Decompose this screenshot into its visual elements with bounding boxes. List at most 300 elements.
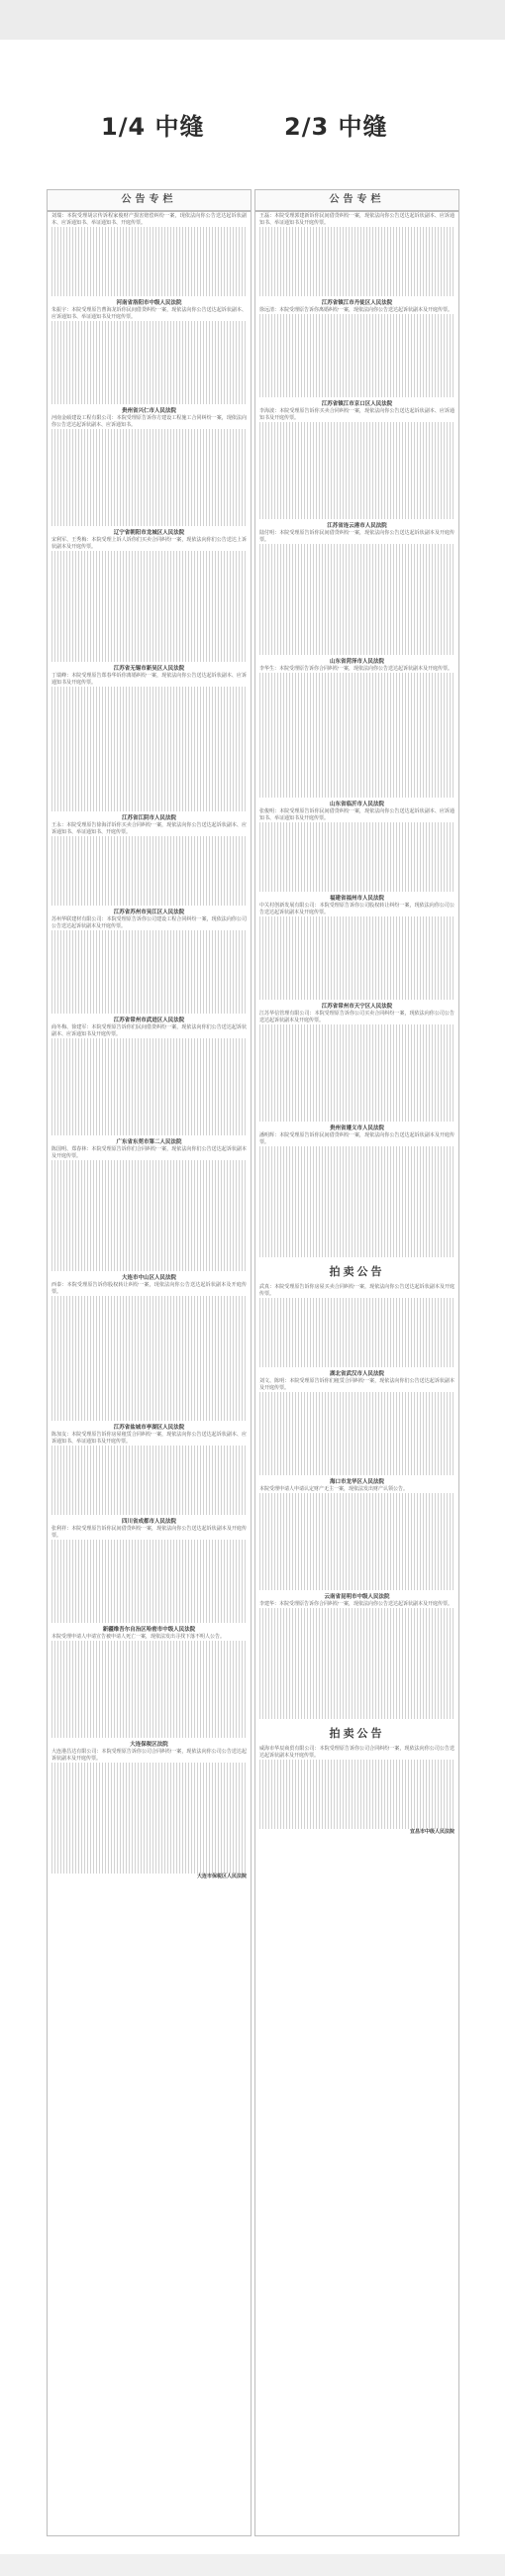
text-line-filler xyxy=(259,965,454,972)
text-line-filler xyxy=(51,1717,247,1724)
text-line-filler xyxy=(51,1007,247,1014)
text-line-filler xyxy=(259,770,454,777)
text-line-filler xyxy=(51,728,247,735)
court-notice xyxy=(255,1477,458,1592)
text-line-filler xyxy=(259,227,454,234)
text-line-filler xyxy=(51,749,247,756)
court-notice xyxy=(255,1369,458,1477)
text-line-filler xyxy=(259,641,454,648)
text-line-filler xyxy=(51,937,247,944)
notice-text: 李建华：本院受理原告诉你合同纠纷一案，现依法向你公告送达起诉状副本及开庭传票。 xyxy=(259,1601,454,1607)
text-line-filler xyxy=(259,1468,454,1475)
text-line-filler xyxy=(51,1839,247,1846)
text-line-filler xyxy=(51,620,247,627)
court-notice xyxy=(255,1745,458,1838)
text-line-filler xyxy=(51,505,247,512)
text-line-filler xyxy=(259,1059,454,1066)
text-line-filler xyxy=(51,1452,247,1459)
text-line-filler xyxy=(51,864,247,871)
notice-text: 宋利军、王秀梅：本院受理上诉人诉你们买卖合同纠纷一案，现依法向你们公告送达上诉状副本及开庭传票。 xyxy=(51,537,247,550)
text-line-filler xyxy=(51,1494,247,1501)
text-line-filler xyxy=(259,335,454,342)
text-line-filler xyxy=(259,484,454,491)
text-line-filler xyxy=(51,1393,247,1400)
court-notice xyxy=(48,528,251,664)
notice-court-name: 海口市龙华区人民法院 xyxy=(329,1479,384,1485)
text-line-filler xyxy=(51,1365,247,1372)
notice-court-name: 新疆维吾尔自治区哈密市中级人民法院 xyxy=(102,1627,196,1633)
text-line-filler xyxy=(51,342,247,349)
text-line-filler xyxy=(51,328,247,335)
text-line-filler xyxy=(51,349,247,356)
text-line-filler xyxy=(259,1427,454,1434)
court-notice xyxy=(48,1137,251,1273)
text-line-filler xyxy=(259,871,454,878)
text-line-filler xyxy=(259,370,454,376)
text-line-filler xyxy=(51,1783,247,1790)
text-line-filler xyxy=(259,289,454,296)
text-line-filler xyxy=(259,1562,454,1569)
text-line-filler xyxy=(51,944,247,951)
text-line-filler xyxy=(259,1528,454,1535)
text-line-filler xyxy=(51,1243,247,1250)
notice-text: 河南金硕建设工程有限公司：本院受理原告诉你方建设工程施工合同纠纷一案，现依法向你公告送达起诉状副本、应诉通知书。 xyxy=(51,415,247,428)
text-line-filler xyxy=(259,829,454,836)
text-line-filler xyxy=(51,1073,247,1080)
notice-list-right-2 xyxy=(255,1283,458,1721)
text-line-filler xyxy=(51,1682,247,1689)
text-line-filler xyxy=(51,1595,247,1602)
court-notice xyxy=(255,657,458,800)
text-line-filler xyxy=(259,1406,454,1413)
text-line-filler xyxy=(51,958,247,965)
notice-text: 本院受理申请人申请宣告被申请人死亡一案，现依法发出寻找下落不明人公告。 xyxy=(51,1634,226,1640)
text-line-filler xyxy=(259,1493,454,1500)
text-line-filler xyxy=(259,328,454,335)
text-line-filler xyxy=(259,1767,454,1773)
text-line-filler xyxy=(259,586,454,592)
text-line-filler xyxy=(259,958,454,965)
fold-label-right: 2/3 中缝 xyxy=(284,113,388,141)
notice-court-name: 江苏省镇江市京口区人民法院 xyxy=(321,401,393,407)
text-line-filler xyxy=(259,1031,454,1038)
notice-text: 潘明辉：本院受理原告诉你民间借贷纠纷一案，现依法向你公告送达起诉状副本及开庭传票。 xyxy=(259,1132,454,1145)
notice-court-name: 大连市中山区人民法院 xyxy=(121,1275,176,1281)
text-line-filler xyxy=(259,1583,454,1590)
text-line-filler xyxy=(51,255,247,262)
notice-list-left xyxy=(48,212,251,1882)
text-line-filler xyxy=(51,1407,247,1414)
text-line-filler xyxy=(51,1770,247,1776)
notice-court-name: 辽宁省朝阳市龙城区人民法院 xyxy=(113,530,185,536)
text-line-filler xyxy=(259,1454,454,1461)
text-line-filler xyxy=(259,1045,454,1052)
text-line-filler xyxy=(259,498,454,505)
text-line-filler xyxy=(51,700,247,707)
text-line-filler xyxy=(259,275,454,282)
text-line-filler xyxy=(259,1622,454,1629)
text-line-filler xyxy=(259,363,454,370)
text-line-filler xyxy=(51,1317,247,1324)
text-line-filler xyxy=(51,951,247,958)
text-line-filler xyxy=(259,1615,454,1622)
text-line-filler xyxy=(51,1209,247,1216)
text-line-filler xyxy=(51,1236,247,1243)
text-line-filler xyxy=(51,1832,247,1839)
text-line-filler xyxy=(51,1331,247,1338)
text-line-filler xyxy=(51,1703,247,1710)
text-line-filler xyxy=(259,1153,454,1160)
text-line-filler xyxy=(51,450,247,457)
text-line-filler xyxy=(259,673,454,680)
notice-court-name: 江苏省盐城市亭湖区人民法院 xyxy=(113,1425,185,1431)
text-line-filler xyxy=(259,234,454,241)
text-line-filler xyxy=(51,558,247,565)
text-line-filler xyxy=(259,1108,454,1115)
text-line-filler xyxy=(259,1250,454,1257)
column-header-left: 公告专栏 xyxy=(48,190,251,212)
text-line-filler xyxy=(259,544,454,551)
text-line-filler xyxy=(51,1188,247,1195)
notice-text: 本院受理申请人申请认定财产无主一案，现依法发出财产认领公告。 xyxy=(259,1486,409,1492)
text-line-filler xyxy=(51,986,247,993)
text-line-filler xyxy=(259,349,454,356)
text-line-filler xyxy=(51,282,247,289)
text-line-filler xyxy=(51,321,247,328)
text-line-filler xyxy=(259,314,454,321)
text-line-filler xyxy=(51,572,247,579)
text-line-filler xyxy=(51,1689,247,1696)
text-line-filler xyxy=(259,634,454,641)
notice-court-name: 河南省洛阳市中级人民法院 xyxy=(116,300,182,306)
text-line-filler xyxy=(51,289,247,296)
text-line-filler xyxy=(51,1696,247,1703)
court-notice xyxy=(48,212,251,298)
text-line-filler xyxy=(51,972,247,979)
notice-text: 李海波：本院受理原告诉你买卖合同纠纷一案，现依法向你公告送达起诉状副本、应诉通知书及开庭传票。 xyxy=(259,408,454,421)
text-line-filler xyxy=(51,1087,247,1094)
text-line-filler xyxy=(259,742,454,749)
notice-court-name: 云南省昆明市中级人民法院 xyxy=(324,1594,390,1600)
text-line-filler xyxy=(259,491,454,498)
notice-text: 大连港昌达有限公司：本院受理原告诉你公司合同纠纷一案，现依法向你公司公告送达起诉状副本及开庭传票。 xyxy=(51,1749,247,1762)
text-line-filler xyxy=(51,606,247,613)
notice-court-name: 广东省东莞市第二人民法院 xyxy=(116,1139,182,1145)
text-line-filler xyxy=(259,558,454,565)
court-notice xyxy=(48,908,251,1016)
text-line-filler xyxy=(51,491,247,498)
text-line-filler xyxy=(259,687,454,694)
text-line-filler xyxy=(51,836,247,843)
text-line-filler xyxy=(51,1358,247,1365)
text-line-filler xyxy=(51,1811,247,1818)
text-line-filler xyxy=(259,262,454,268)
text-line-filler xyxy=(51,1080,247,1087)
text-line-filler xyxy=(51,1230,247,1236)
text-line-filler xyxy=(51,965,247,972)
text-line-filler xyxy=(259,1115,454,1122)
text-line-filler xyxy=(259,1698,454,1705)
text-line-filler xyxy=(51,1446,247,1452)
notice-text: 陆付明：本院受理原告诉你民间借贷纠纷一案，现依法向你公告送达起诉状副本及开庭传票。 xyxy=(259,530,454,543)
text-line-filler xyxy=(51,1351,247,1358)
court-notice xyxy=(255,1283,458,1369)
text-line-filler xyxy=(51,1567,247,1574)
text-line-filler xyxy=(51,390,247,397)
text-line-filler xyxy=(51,1616,247,1623)
text-line-filler xyxy=(259,1576,454,1583)
text-line-filler xyxy=(51,1310,247,1317)
text-line-filler xyxy=(259,1822,454,1829)
text-line-filler xyxy=(259,1073,454,1080)
text-line-filler xyxy=(51,613,247,620)
text-line-filler xyxy=(51,498,247,505)
court-notice xyxy=(255,298,458,399)
court-notice xyxy=(48,1016,251,1137)
text-line-filler xyxy=(51,1508,247,1515)
text-line-filler xyxy=(51,655,247,662)
text-line-filler xyxy=(259,1080,454,1087)
text-line-filler xyxy=(51,464,247,471)
notice-text: 王永：本院受理原告徐海洋诉你买卖合同纠纷一案，现依法向你公告送达起诉状副本、应诉通知书、举证通知书、开庭传票。 xyxy=(51,822,247,835)
text-line-filler xyxy=(51,1122,247,1128)
text-line-filler xyxy=(51,707,247,714)
text-line-filler xyxy=(259,1319,454,1326)
text-line-filler xyxy=(259,1181,454,1188)
court-notice xyxy=(255,894,458,1002)
text-line-filler xyxy=(259,1507,454,1514)
text-line-filler xyxy=(259,843,454,850)
text-line-filler xyxy=(259,1787,454,1794)
text-line-filler xyxy=(259,1024,454,1031)
text-line-filler xyxy=(259,1650,454,1657)
text-line-filler xyxy=(259,565,454,572)
text-line-filler xyxy=(259,885,454,892)
text-line-filler xyxy=(259,1773,454,1780)
text-line-filler xyxy=(259,1500,454,1507)
text-line-filler xyxy=(259,714,454,721)
text-line-filler xyxy=(259,1461,454,1468)
text-line-filler xyxy=(259,592,454,599)
text-line-filler xyxy=(259,383,454,390)
text-line-filler xyxy=(259,1657,454,1664)
notice-list-right-1 xyxy=(255,212,458,1259)
text-line-filler xyxy=(51,1818,247,1825)
text-line-filler xyxy=(51,457,247,464)
notice-list-right-3 xyxy=(255,1745,458,1838)
text-line-filler xyxy=(259,1087,454,1094)
text-line-filler xyxy=(259,930,454,937)
text-line-filler xyxy=(51,850,247,857)
text-line-filler xyxy=(259,784,454,791)
notice-text: 商冬梅、徐建军：本院受理原告诉你们民间借贷纠纷一案，现依法向你们公告送达起诉状副本、应诉通知书及开庭传票。 xyxy=(51,1024,247,1037)
text-line-filler xyxy=(259,390,454,397)
text-line-filler xyxy=(51,694,247,700)
text-line-filler xyxy=(259,471,454,478)
text-line-filler xyxy=(259,1643,454,1650)
text-line-filler xyxy=(259,1808,454,1815)
court-notice xyxy=(48,298,251,406)
text-line-filler xyxy=(259,1684,454,1691)
text-line-filler xyxy=(51,335,247,342)
court-notice xyxy=(48,406,251,528)
court-notice xyxy=(48,1423,251,1517)
text-line-filler xyxy=(51,1853,247,1860)
text-line-filler xyxy=(259,429,454,436)
text-line-filler xyxy=(51,899,247,906)
court-notice xyxy=(255,521,458,657)
text-line-filler xyxy=(259,1209,454,1216)
notice-court-name: 贵州省遵义市人民法院 xyxy=(329,1126,384,1131)
text-line-filler xyxy=(259,1399,454,1406)
text-line-filler xyxy=(51,376,247,383)
text-line-filler xyxy=(51,1804,247,1811)
text-line-filler xyxy=(51,714,247,721)
text-line-filler xyxy=(259,986,454,993)
text-line-filler xyxy=(51,1846,247,1853)
text-line-filler xyxy=(51,1338,247,1344)
notice-court-name: 山东省菏泽市人民法院 xyxy=(329,659,384,665)
text-line-filler xyxy=(51,586,247,592)
text-line-filler xyxy=(51,641,247,648)
notice-court-name: 江苏省常州市天宁区人民法院 xyxy=(321,1004,393,1010)
text-line-filler xyxy=(51,1052,247,1059)
text-line-filler xyxy=(51,1066,247,1073)
notice-text: 徐远清：本院受理原告诉你离婚纠纷一案，现依法向你公告送达起诉状副本及开庭传票。 xyxy=(259,307,454,313)
notice-text: 朱振宇：本院受理原告曹海龙诉你民间借贷纠纷一案，现依法向你公告送达起诉状副本、应诉通知书、举证通知书及开庭传票。 xyxy=(51,307,247,320)
text-line-filler xyxy=(259,1780,454,1787)
text-line-filler xyxy=(259,1333,454,1340)
text-line-filler xyxy=(259,1038,454,1045)
text-line-filler xyxy=(51,397,247,404)
text-line-filler xyxy=(259,1326,454,1333)
text-line-filler xyxy=(51,791,247,798)
text-line-filler xyxy=(51,1202,247,1209)
text-line-filler xyxy=(51,1867,247,1874)
text-line-filler xyxy=(51,1487,247,1494)
notice-court-name: 四川省成都市人民法院 xyxy=(121,1519,176,1525)
text-line-filler xyxy=(259,1794,454,1801)
text-line-filler xyxy=(259,1670,454,1677)
text-line-filler xyxy=(51,798,247,805)
text-line-filler xyxy=(259,763,454,770)
text-line-filler xyxy=(259,721,454,728)
notice-text: 李华生：本院受理原告诉你合同纠纷一案，现依法向你公告送达起诉状副本及开庭传票。 xyxy=(259,666,454,672)
text-line-filler xyxy=(51,1797,247,1804)
text-line-filler xyxy=(259,457,454,464)
text-line-filler xyxy=(259,972,454,979)
text-line-filler xyxy=(51,478,247,484)
text-line-filler xyxy=(51,1174,247,1181)
notice-court-name: 湖北省武汉市人民法院 xyxy=(329,1371,384,1377)
notice-court-name: 江苏省镇江市丹徒区人民法院 xyxy=(321,300,393,306)
text-line-filler xyxy=(259,241,454,248)
text-line-filler xyxy=(259,1195,454,1202)
text-line-filler xyxy=(259,1312,454,1319)
text-line-filler xyxy=(51,1094,247,1101)
text-line-filler xyxy=(259,422,454,429)
fold-label-left: 1/4 中缝 xyxy=(101,113,205,141)
text-line-filler xyxy=(51,892,247,899)
notice-column-left xyxy=(47,189,252,2536)
text-line-filler xyxy=(51,1668,247,1675)
text-line-filler xyxy=(259,376,454,383)
text-line-filler xyxy=(259,822,454,829)
text-line-filler xyxy=(259,1243,454,1250)
text-line-filler xyxy=(259,1413,454,1420)
notice-court-name: 贵州省兴仁市人民法院 xyxy=(121,408,176,414)
text-line-filler xyxy=(51,993,247,1000)
text-line-filler xyxy=(259,1434,454,1441)
text-line-filler xyxy=(259,1223,454,1230)
text-line-filler xyxy=(259,1305,454,1312)
text-line-filler xyxy=(51,784,247,791)
text-line-filler xyxy=(51,1574,247,1581)
text-line-filler xyxy=(259,694,454,700)
text-line-filler xyxy=(51,1379,247,1386)
text-line-filler xyxy=(51,1547,247,1554)
text-line-filler xyxy=(259,1360,454,1367)
text-line-filler xyxy=(259,756,454,763)
text-line-filler xyxy=(259,1346,454,1353)
text-line-filler xyxy=(51,1344,247,1351)
text-line-filler xyxy=(259,680,454,687)
court-notice xyxy=(48,1517,251,1625)
text-line-filler xyxy=(51,471,247,478)
text-line-filler xyxy=(259,1340,454,1346)
text-line-filler xyxy=(259,282,454,289)
text-line-filler xyxy=(259,1052,454,1059)
text-line-filler xyxy=(51,370,247,376)
text-line-filler xyxy=(51,262,247,268)
court-notice xyxy=(48,664,251,813)
notice-column-right xyxy=(254,189,459,2536)
text-line-filler xyxy=(259,579,454,586)
text-line-filler xyxy=(259,1353,454,1360)
text-line-filler xyxy=(51,1045,247,1052)
text-line-filler xyxy=(259,923,454,930)
text-line-filler xyxy=(259,606,454,613)
notice-court-name: 江苏省常州市武进区人民法院 xyxy=(113,1018,185,1023)
text-line-filler xyxy=(51,1000,247,1007)
notice-text: 张俊明：本院受理原告诉你民间借贷纠纷一案，现依法向你公告送达起诉状副本、应诉通知书、举证通知书及开庭传票。 xyxy=(259,808,454,821)
text-line-filler xyxy=(259,450,454,457)
text-line-filler xyxy=(51,805,247,811)
text-line-filler xyxy=(51,512,247,519)
text-line-filler xyxy=(259,464,454,471)
text-line-filler xyxy=(259,749,454,756)
text-line-filler xyxy=(259,599,454,606)
text-line-filler xyxy=(51,1115,247,1122)
notice-court-name: 江苏省苏州市吴江区人民法院 xyxy=(113,910,185,915)
text-line-filler xyxy=(51,1588,247,1595)
text-line-filler xyxy=(51,1554,247,1560)
text-line-filler xyxy=(51,234,247,241)
text-line-filler xyxy=(51,1324,247,1331)
notice-text: 陈加友：本院受理原告诉你房屋租赁合同纠纷一案，现依法向你公告送达起诉状副本、应诉通知书、举证通知书及开庭传票。 xyxy=(51,1432,247,1445)
text-line-filler xyxy=(51,634,247,641)
text-line-filler xyxy=(259,1569,454,1576)
text-line-filler xyxy=(51,1400,247,1407)
column-header-right: 公告专栏 xyxy=(255,190,458,212)
text-line-filler xyxy=(259,944,454,951)
text-line-filler xyxy=(51,930,247,937)
text-line-filler xyxy=(51,1581,247,1588)
text-line-filler xyxy=(259,1188,454,1195)
notice-court-name: 江苏省江阴市人民法院 xyxy=(121,815,176,821)
text-line-filler xyxy=(259,1556,454,1562)
text-line-filler xyxy=(51,1602,247,1609)
